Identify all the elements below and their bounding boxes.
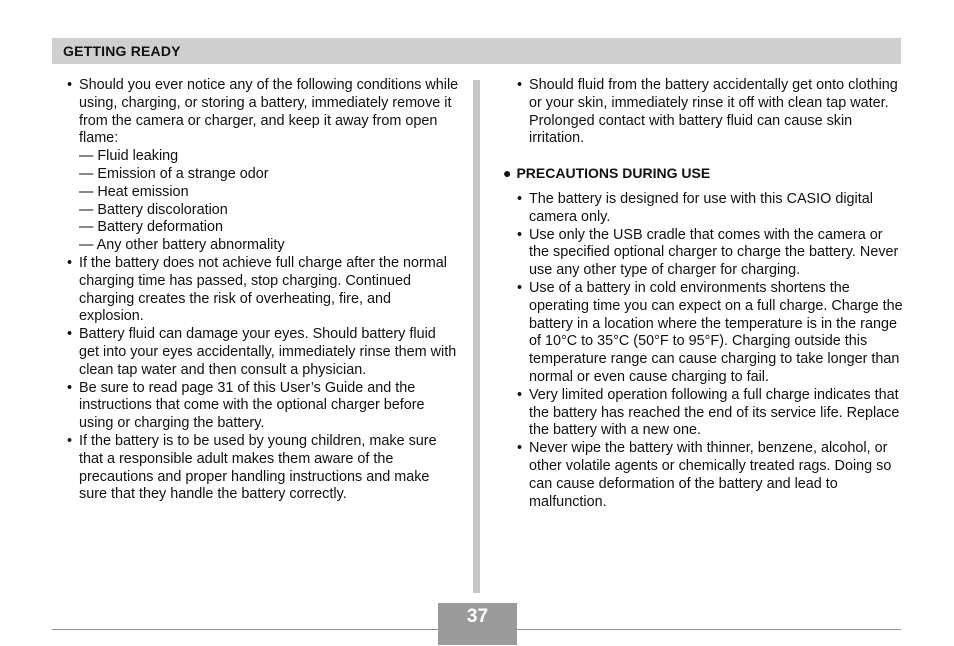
condition-item: — Battery deformation [79,219,223,236]
circle-bullet-icon: ● [503,165,512,181]
condition-item: — Heat emission [79,183,189,200]
list-item [64,380,459,433]
precautions-heading-text: PRECAUTIONS DURING USE [516,165,711,181]
condition-list [79,148,459,255]
list-item-text: Should fluid from the battery accidentally get onto clothing or your skin, immediately rinse it off with clean tap water. Prolonged contact with battery fluid can cause skin irritation. [529,77,898,147]
list-item [514,227,906,280]
list-item-text: If the battery is to be used by young children, make sure that a responsible adult makes them aware of the precautions and proper handling instructions and make sure that they handle the battery correctly. [79,432,437,503]
bullet-icon: • [517,386,523,403]
right-column-section [514,191,906,511]
list-item [514,387,906,440]
list-item-text: Never wipe the battery with thinner, benzene, alcohol, or other volatile agents or chemically treated rags. Doing so can cause deformation of the battery and lead to malfunction. [529,440,892,510]
list-item-text: Battery fluid can damage your eyes. Should battery fluid get into your eyes accidentally, immediately rinse them with clean tap water and then consult a physician. [79,326,457,378]
list-item [64,326,459,379]
bullet-icon: • [67,432,73,449]
list-item-text: If the battery does not achieve full charge after the normal charging time has passed, stop charging. Continued charging creates the risk of overheating, fire, and explosion. [79,254,447,325]
list-item-text: The battery is designed for use with this CASIO digital camera only. [529,191,873,225]
bullet-icon: • [67,77,73,93]
list-item [64,77,459,255]
section-title: GETTING READY [63,43,181,59]
condition-item: — Any other battery abnormality [79,237,285,254]
list-item [64,255,459,326]
list-item-text: Be sure to read page 31 of this User’s Guide and the instructions that come with the optional charger before using or charging the battery. [79,379,425,432]
list-item-text: Use of a battery in cold environments shortens the operating time you can expect on a full charge. Charge the battery in a location where the temperature is in the range of 10°C to 35°C (50°F to 95°F). Charging outside this temperature range can cause charging to take longer than normal or even cause charging to fail. [529,279,903,385]
page-number: 37 [466,606,489,627]
list-item [514,77,906,148]
bullet-icon: • [67,326,73,343]
section-header-bar [52,38,901,64]
bullet-icon: • [67,379,73,396]
bullet-icon: • [517,77,523,93]
column-divider [473,80,480,593]
list-item [514,440,906,511]
condition-item: — Emission of a strange odor [79,165,269,182]
bullet-icon: • [67,254,73,271]
list-item [514,280,906,387]
list-item-text: Should you ever notice any of the following conditions while using, charging, or storing a battery, immediately remove it from the camera or charger, and keep it away from open flame: [79,77,459,147]
right-column-top [514,77,906,148]
bullet-icon: • [517,279,523,296]
bullet-icon: • [517,226,523,243]
list-item-text: Very limited operation following a full charge indicates that the battery has reached the end of its service life. Replace the battery with a new one. [529,386,900,439]
condition-item: — Battery discoloration [79,201,228,218]
bullet-icon: • [517,440,523,457]
list-item [64,433,459,504]
precautions-heading [503,165,710,181]
list-item-text: Use only the USB cradle that comes with the camera or the specified optional charger to charge the battery. Never use any other type of charger for charging. [529,226,899,279]
left-column [64,77,459,504]
condition-item: — Fluid leaking [79,148,179,165]
page-number-badge [438,603,517,645]
bullet-icon: • [517,191,523,207]
list-item [514,191,906,227]
